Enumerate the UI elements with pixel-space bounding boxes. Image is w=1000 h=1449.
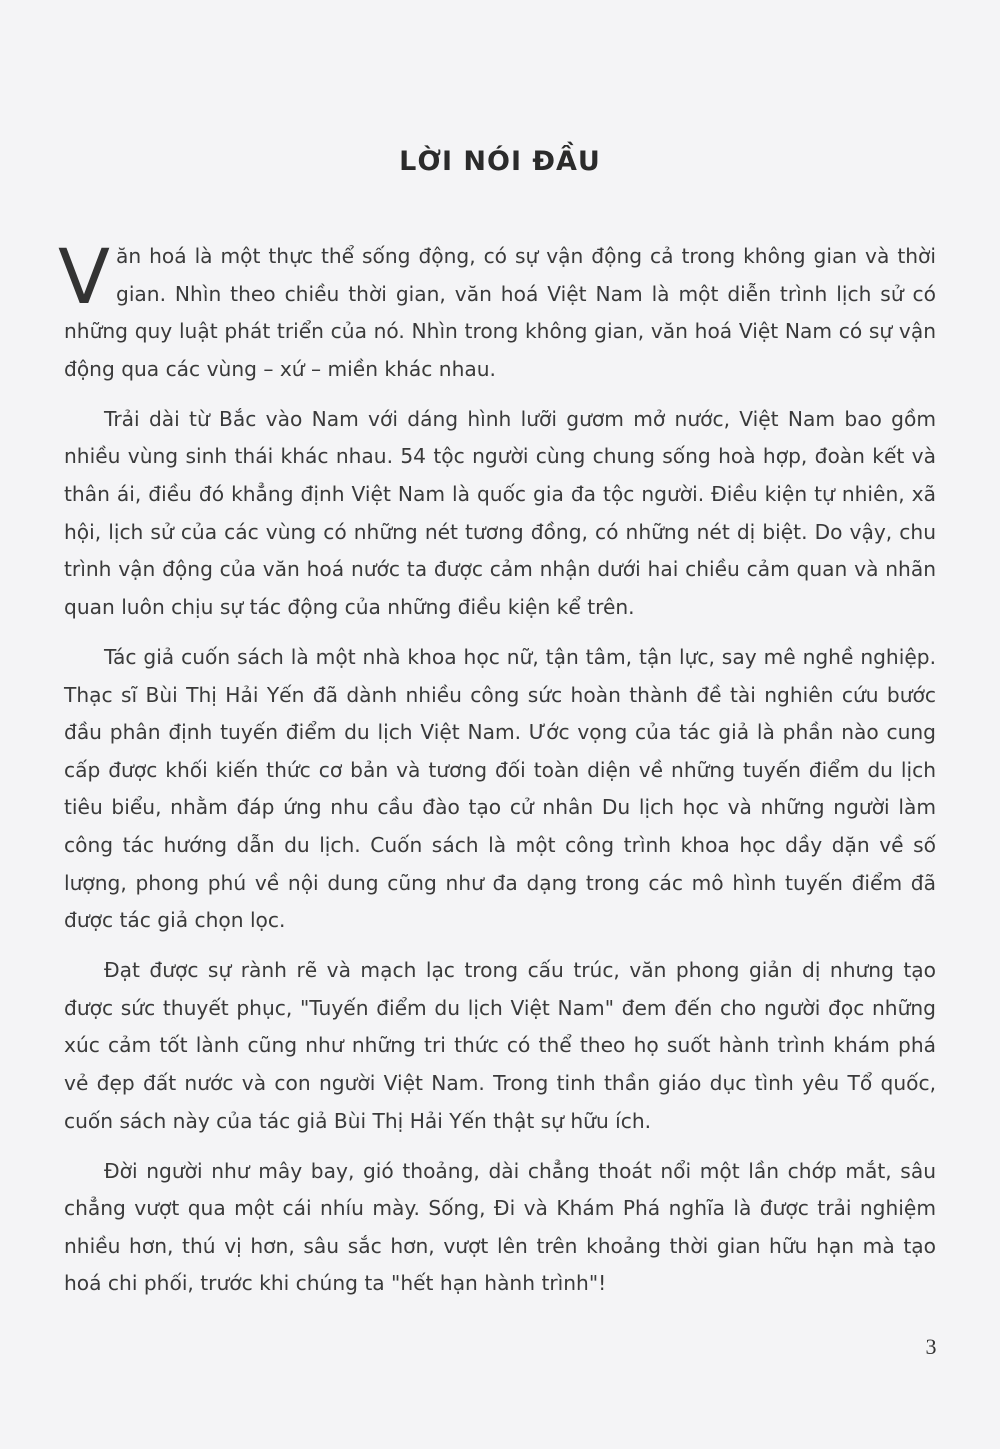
drop-cap-letter: V [58, 232, 110, 321]
preface-body [58, 232, 936, 1316]
page-number: 3 [925, 1334, 937, 1359]
paragraph-1-text: ăn hoá là một thực thể sống động, có sự vận động cả trong không gian và thời gian. Nhìn theo chiều thời gian, văn hoá Việt Nam là một diễn trình lịch sử có những quy luật phát triển của nó. Nhìn trong không gian, văn hoá Việt Nam có sự vận động qua các vùng – xứ – miền khác nhau. [64, 244, 936, 381]
page-title: LỜI NÓI ĐẦU [399, 146, 601, 177]
paragraph-1 [58, 232, 936, 388]
paragraph-4: Đạt được sự rành rẽ và mạch lạc trong cấu trúc, văn phong giản dị nhưng tạo được sức thuyết phục, "Tuyến điểm du lịch Việt Nam" đem đến cho người đọc những xúc cảm tốt lành cũng như những tri thức có thể theo họ suốt hành trình khám phá vẻ đẹp đất nước và con người Việt Nam. Trong tinh thần giáo dục tình yêu Tổ quốc, cuốn sách này của tác giả Bùi Thị Hải Yến thật sự hữu ích. [64, 958, 936, 1133]
paragraph-2: Trải dài từ Bắc vào Nam với dáng hình lưỡi gươm mở nước, Việt Nam bao gồm nhiều vùng sinh thái khác nhau. 54 tộc người cùng chung sống hoà hợp, đoàn kết và thân ái, điều đó khẳng định Việt Nam là quốc gia đa tộc người. Điều kiện tự nhiên, xã hội, lịch sử của các vùng có những nét tương đồng, có những nét dị biệt. Do vậy, chu trình vận động của văn hoá nước ta được cảm nhận dưới hai chiều cảm quan và nhãn quan luôn chịu sự tác động của những điều kiện kể trên. [64, 406, 936, 619]
paragraph-3: Tác giả cuốn sách là một nhà khoa học nữ, tận tâm, tận lực, say mê nghề nghiệp. Thạc sĩ Bùi Thị Hải Yến đã dành nhiều công sức hoàn thành đề tài nghiên cứu bước đầu phân định tuyến điểm du lịch Việt Nam. Ước vọng của tác giả là phần nào cung cấp được khối kiến thức cơ bản và tương đối toàn diện về những tuyến điểm du lịch tiêu biểu, nhằm đáp ứng nhu cầu đào tạo cử nhân Du lịch học và những người làm công tác hướng dẫn du lịch. Cuốn sách là một công trình khoa học dầy dặn về số lượng, phong phú về nội dung cũng như đa dạng trong các mô hình tuyến điểm đã được tác giả chọn lọc. [64, 644, 936, 933]
paragraph-5: Đời người như mây bay, gió thoảng, dài chẳng thoát nổi một lần chớp mắt, sâu chẳng vượt qua một cái nhíu mày. Sống, Đi và Khám Phá nghĩa là được trải nghiệm nhiều hơn, thú vị hơn, sâu sắc hơn, vượt lên trên khoảng thời gian hữu hạn mà tạo hoá chi phối, trước khi chúng ta "hết hạn hành trình"! [64, 1158, 936, 1296]
